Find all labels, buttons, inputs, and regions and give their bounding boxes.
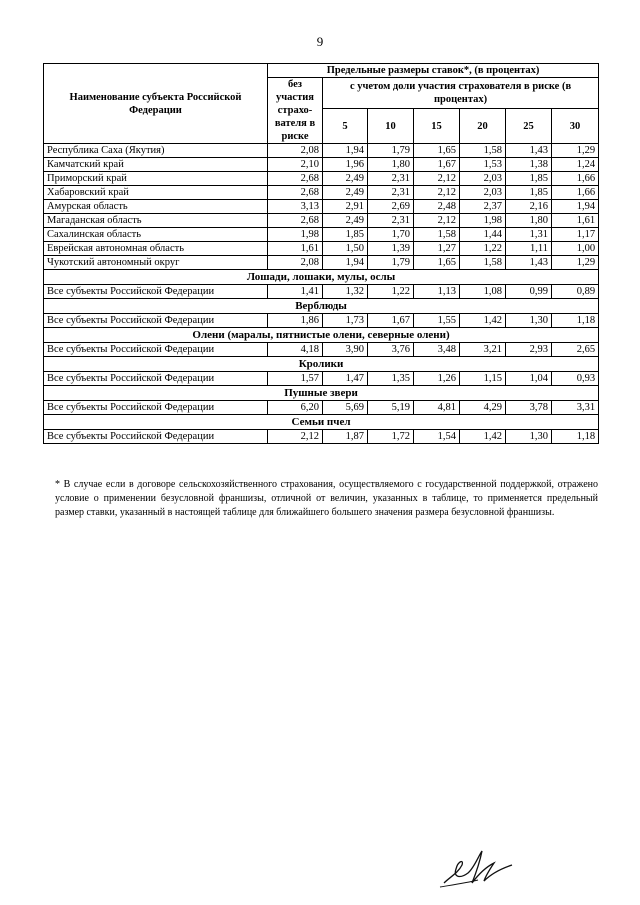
rate-cell: 1,79: [368, 144, 414, 158]
table-row: [44, 256, 599, 270]
rate-cell: 1,80: [368, 158, 414, 172]
rate-cell: 2,16: [506, 200, 552, 214]
rate-cell: 1,55: [414, 314, 460, 328]
signature: [438, 843, 518, 896]
rate-cell: 2,31: [368, 186, 414, 200]
table-row: [44, 144, 599, 158]
rate-cell: 1,67: [368, 314, 414, 328]
rate-cell: 2,37: [460, 200, 506, 214]
rate-cell: 1,50: [323, 242, 368, 256]
rate-cell: 1,87: [323, 430, 368, 444]
rate-cell: 1,85: [323, 228, 368, 242]
rate-cell: 1,27: [414, 242, 460, 256]
rate-cell: 2,12: [268, 430, 323, 444]
table-row: [44, 314, 599, 328]
rate-cell: 1,94: [323, 144, 368, 158]
region-name: Все субъекты Российской Федерации: [44, 430, 268, 444]
section-title: Верблюды: [44, 299, 599, 314]
rate-cell: 2,91: [323, 200, 368, 214]
rate-cell: 2,08: [268, 144, 323, 158]
rate-cell: 1,47: [323, 372, 368, 386]
rate-cell: 0,93: [552, 372, 599, 386]
table-row: [44, 158, 599, 172]
rate-cell: 2,10: [268, 158, 323, 172]
table-row: [44, 430, 599, 444]
rate-cell: 0,89: [552, 285, 599, 299]
header-share-10: 10: [368, 109, 414, 144]
table-row: [44, 186, 599, 200]
table-body: [44, 144, 599, 444]
section-row: [44, 299, 599, 314]
rate-cell: 2,31: [368, 214, 414, 228]
section-row: [44, 270, 599, 285]
rate-cell: 1,73: [323, 314, 368, 328]
rate-cell: 1,22: [368, 285, 414, 299]
header-share-5: 5: [323, 109, 368, 144]
section-row: [44, 328, 599, 343]
rate-cell: 5,69: [323, 401, 368, 415]
rate-cell: 0,99: [506, 285, 552, 299]
rate-cell: 2,12: [414, 172, 460, 186]
region-name: Все субъекты Российской Федерации: [44, 401, 268, 415]
table-row: [44, 242, 599, 256]
table-row: [44, 214, 599, 228]
rate-cell: 1,15: [460, 372, 506, 386]
rate-cell: 1,66: [552, 186, 599, 200]
rate-cell: 1,70: [368, 228, 414, 242]
rate-cell: 2,12: [414, 186, 460, 200]
rate-cell: 1,00: [552, 242, 599, 256]
rate-cell: 1,26: [414, 372, 460, 386]
rate-cell: 1,32: [323, 285, 368, 299]
rate-cell: 1,98: [268, 228, 323, 242]
rate-cell: 1,22: [460, 242, 506, 256]
rate-cell: 1,80: [506, 214, 552, 228]
rate-cell: 1,65: [414, 256, 460, 270]
rate-cell: 2,31: [368, 172, 414, 186]
rate-cell: 1,66: [552, 172, 599, 186]
rate-cell: 2,48: [414, 200, 460, 214]
table-row: [44, 401, 599, 415]
rate-cell: 3,31: [552, 401, 599, 415]
rate-cell: 6,20: [268, 401, 323, 415]
rate-cell: 1,31: [506, 228, 552, 242]
region-name: Амурская область: [44, 200, 268, 214]
rate-cell: 1,57: [268, 372, 323, 386]
rate-cell: 1,79: [368, 256, 414, 270]
section-title: Кролики: [44, 357, 599, 372]
page-number: 9: [316, 34, 324, 49]
rate-cell: 1,58: [414, 228, 460, 242]
rate-cell: 1,30: [506, 314, 552, 328]
table-row: [44, 200, 599, 214]
rate-cell: 1,41: [268, 285, 323, 299]
rate-cell: 1,18: [552, 430, 599, 444]
section-row: [44, 386, 599, 401]
rate-cell: 1,18: [552, 314, 599, 328]
rate-cell: 2,68: [268, 214, 323, 228]
rate-cell: 1,38: [506, 158, 552, 172]
rate-cell: 2,49: [323, 186, 368, 200]
rate-cell: 1,86: [268, 314, 323, 328]
region-name: Сахалинская область: [44, 228, 268, 242]
rate-cell: 1,39: [368, 242, 414, 256]
header-limits-title: Предельные размеры ставок*, (в процентах): [268, 64, 599, 78]
table-header: [44, 64, 599, 144]
table-row: [44, 228, 599, 242]
rate-cell: 1,54: [414, 430, 460, 444]
rate-cell: 1,44: [460, 228, 506, 242]
region-name: Чукотский автономный округ: [44, 256, 268, 270]
rate-cell: 1,96: [323, 158, 368, 172]
section-row: [44, 357, 599, 372]
rate-cell: 1,98: [460, 214, 506, 228]
rate-cell: 1,58: [460, 144, 506, 158]
rate-cell: 3,48: [414, 343, 460, 357]
rate-cell: 1,58: [460, 256, 506, 270]
rate-cell: 1,24: [552, 158, 599, 172]
rate-cell: 2,03: [460, 186, 506, 200]
table-row: [44, 372, 599, 386]
header-share-30: 30: [552, 109, 599, 144]
rate-cell: 1,35: [368, 372, 414, 386]
rate-cell: 2,49: [323, 214, 368, 228]
rate-cell: 1,29: [552, 256, 599, 270]
table-row: [44, 285, 599, 299]
rate-cell: 2,65: [552, 343, 599, 357]
rate-cell: 1,61: [552, 214, 599, 228]
rate-cell: 1,17: [552, 228, 599, 242]
rate-cell: 1,53: [460, 158, 506, 172]
rate-cell: 2,08: [268, 256, 323, 270]
rate-cell: 1,43: [506, 144, 552, 158]
rate-cell: 4,18: [268, 343, 323, 357]
region-name: Камчатский край: [44, 158, 268, 172]
rate-cell: 4,81: [414, 401, 460, 415]
rate-cell: 2,68: [268, 186, 323, 200]
section-title: Пушные звери: [44, 386, 599, 401]
rate-cell: 1,29: [552, 144, 599, 158]
rate-cell: 1,85: [506, 186, 552, 200]
rate-cell: 1,04: [506, 372, 552, 386]
rate-cell: 2,93: [506, 343, 552, 357]
header-share-15: 15: [414, 109, 460, 144]
region-name: Еврейская автономная область: [44, 242, 268, 256]
region-name: Все субъекты Российской Федерации: [44, 343, 268, 357]
rate-cell: 1,65: [414, 144, 460, 158]
rate-cell: 3,76: [368, 343, 414, 357]
header-name-column: Наименование субъекта Российской Федерации: [44, 64, 268, 144]
section-title: Лошади, лошаки, мулы, ослы: [44, 270, 599, 285]
rate-cell: 3,78: [506, 401, 552, 415]
rate-cell: 1,30: [506, 430, 552, 444]
rate-cell: 1,43: [506, 256, 552, 270]
table-row: [44, 343, 599, 357]
rate-cell: 1,85: [506, 172, 552, 186]
section-row: [44, 415, 599, 430]
rate-cell: 1,72: [368, 430, 414, 444]
rate-cell: 1,13: [414, 285, 460, 299]
header-share-25: 25: [506, 109, 552, 144]
rate-cell: 5,19: [368, 401, 414, 415]
rate-cell: 2,69: [368, 200, 414, 214]
footnote: * В случае если в договоре сельскохозяйственного страхования, осуществляемого с государственной поддержкой, отражено условие о применении безусловной франшизы, отличной от величин, указанных в таблице, то применяется предельный размер ставки, указанный в настоящей таблице для ближайшего большего значения размера безусловной франшизы.: [55, 479, 598, 518]
rate-cell: 1,42: [460, 314, 506, 328]
region-name: Магаданская область: [44, 214, 268, 228]
header-share-20: 20: [460, 109, 506, 144]
section-title: Олени (маралы, пятнистые олени, северные олени): [44, 328, 599, 343]
rate-cell: 1,94: [323, 256, 368, 270]
region-name: Приморский край: [44, 172, 268, 186]
section-title: Семьи пчел: [44, 415, 599, 430]
rate-cell: 2,03: [460, 172, 506, 186]
header-no-participation: без участия страхо-вателя в риске: [268, 78, 323, 144]
header-with-participation: с учетом доли участия страхователя в риске (в процентах): [323, 78, 599, 109]
region-name: Все субъекты Российской Федерации: [44, 314, 268, 328]
rate-cell: 4,29: [460, 401, 506, 415]
rate-cell: 1,11: [506, 242, 552, 256]
rate-cell: 3,21: [460, 343, 506, 357]
rate-cell: 2,49: [323, 172, 368, 186]
rate-cell: 1,42: [460, 430, 506, 444]
rate-cell: 2,68: [268, 172, 323, 186]
rate-cell: 1,94: [552, 200, 599, 214]
region-name: Республика Саха (Якутия): [44, 144, 268, 158]
rate-cell: 3,90: [323, 343, 368, 357]
rate-cell: 1,61: [268, 242, 323, 256]
rate-cell: 2,12: [414, 214, 460, 228]
rates-table: [43, 63, 599, 444]
region-name: Хабаровский край: [44, 186, 268, 200]
rate-cell: 1,08: [460, 285, 506, 299]
region-name: Все субъекты Российской Федерации: [44, 285, 268, 299]
rate-cell: 1,67: [414, 158, 460, 172]
table-row: [44, 172, 599, 186]
rate-cell: 3,13: [268, 200, 323, 214]
region-name: Все субъекты Российской Федерации: [44, 372, 268, 386]
